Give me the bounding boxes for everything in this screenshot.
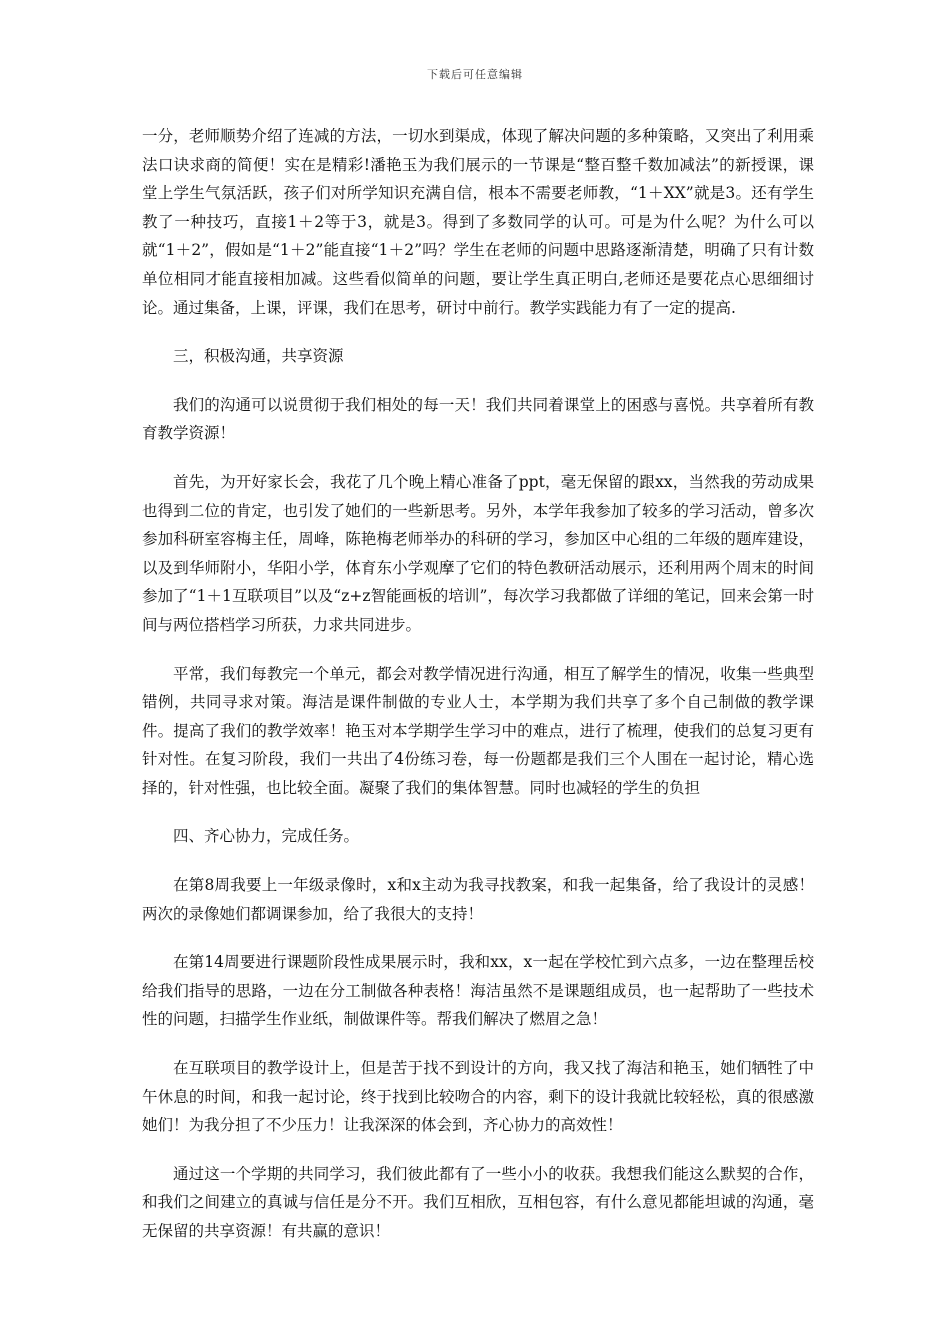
paragraph: 平常，我们每教完一个单元，都会对教学情况进行沟通，相互了解学生的情况，收集一些典型错例，共同寻求对策。海洁是课件制做的专业人士，本学期为我们共享了多个自己制做的教学课件。提高了我们的教学效率！艳玉对本学期学生学习中的难点，进行了梳理，使我们的总复习更有针对性。在复习阶段，我们一共出了4份练习卷，每一份题都是我们三个人围在一起讨论，精心选择的，针对性强，也比较全面。凝聚了我们的集体智慧。同时也减轻的学生的负担 <box>142 664 814 797</box>
section-heading-4: 四、齐心协力，完成任务。 <box>173 827 360 846</box>
paragraph-continuation: 一分，老师顺势介绍了连减的方法，一切水到渠成，体现了解决问题的多种策略，又突出了利用乘法口诀求商的简便！实在是精彩!潘艳玉为我们展示的一节课是“整百整千数加减法”的新授课，课堂上学生气氛活跃，孩子们对所学知识充满自信，根本不需要老师教，“1＋XX”就是3。还有学生教了一种技巧，直接1＋2等于3，就是3。得到了多数同学的认可。可是为什么呢？为什么可以就“1＋2”，假如是“1＋2”能直接“1＋2”吗？学生在老师的问题中思路逐渐清楚，明确了只有计数单位相同才能直接相加减。这些看似简单的问题，要让学生真正明白,老师还是要花点心思细细讨论。通过集备，上课，评课，我们在思考，研讨中前行。教学实践能力有了一定的提高. <box>142 127 814 317</box>
paragraph: 在互联项目的教学设计上，但是苦于找不到设计的方向，我又找了海洁和艳玉，她们牺牲了中午休息的时间，和我一起讨论，终于找到比较吻合的内容，剩下的设计我就比较轻松，真的很感激她们！为我分担了不少压力！让我深深的体会到，齐心协力的高效性！ <box>142 1059 814 1135</box>
paragraph: 在第14周要进行课题阶段性成果展示时，我和xx，x一起在学校忙到六点多，一边在整理岳校给我们指导的思路，一边在分工制做各种表格！海洁虽然不是课题组成员，也一起帮助了一些技术性的问题，扫描学生作业纸，制做课件等。帮我们解决了燃眉之急！ <box>142 953 814 1029</box>
paragraph: 通过这一个学期的共同学习，我们彼此都有了一些小小的收获。我想我们能这么默契的合作，和我们之间建立的真诚与信任是分不开。我们互相欣，互相包容，有什么意见都能坦诚的沟通，毫无保留的共享资源！有共赢的意识！ <box>142 1164 814 1240</box>
paragraph: 首先，为开好家长会，我花了几个晚上精心准备了ppt，毫无保留的跟xx，当然我的劳动成果也得到二位的肯定，也引发了她们的一些新思考。另外，本学年我参加了较多的学习活动，曾多次参加科研室容梅主任，周峰，陈艳梅老师举办的科研的学习，参加区中心组的二年级的题库建设，以及到华师附小，华阳小学，体育东小学观摩了它们的特色教研活动展示，还利用两个周末的时间参加了“1＋1互联项目”以及“z+z智能画板的培训”，每次学习我都做了详细的笔记，回来会第一时间与两位搭档学习所获，力求共同进步。 <box>142 472 814 634</box>
page-header: 下载后可任意编辑 <box>427 68 523 81</box>
paragraph: 我们的沟通可以说贯彻于我们相处的每一天！我们共同着课堂上的困惑与喜悦。共享着所有教育教学资源！ <box>142 395 814 443</box>
paragraph: 在第8周我要上一年级录像时，x和x主动为我寻找教案，和我一起集备，给了我设计的灵感！两次的录像她们都调课参加，给了我很大的支持！ <box>142 876 814 923</box>
section-heading-3: 三，积极沟通，共享资源 <box>173 347 344 366</box>
document-body <box>142 122 814 1266</box>
